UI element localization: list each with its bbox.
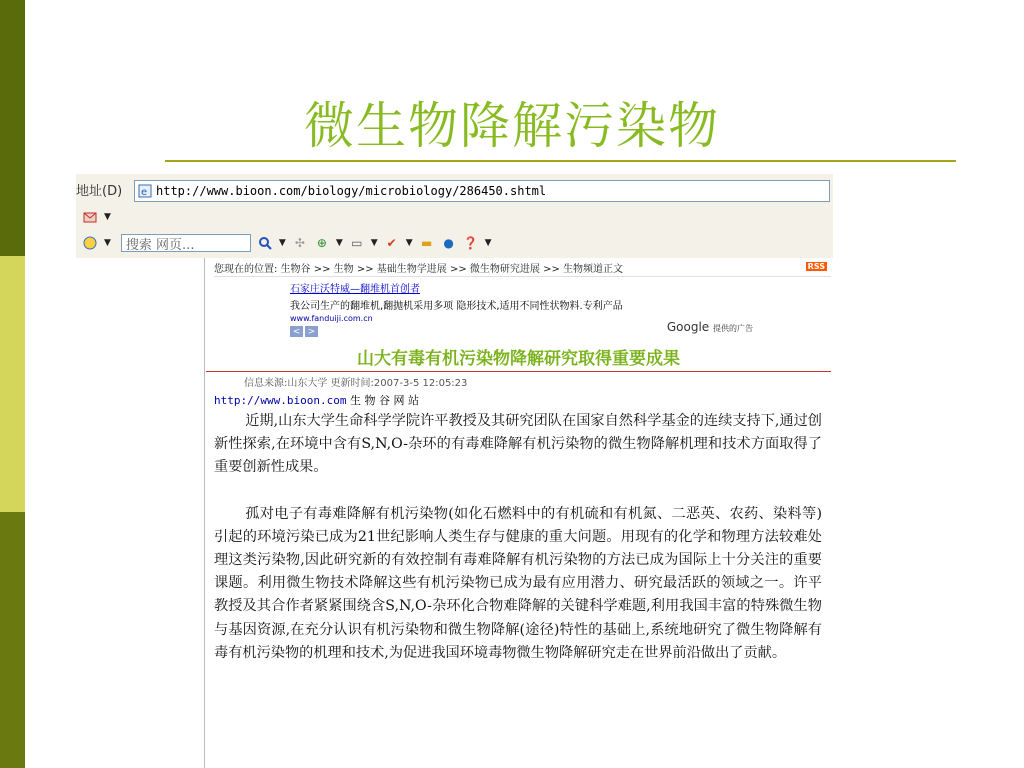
search-placeholder: 搜索 网页... bbox=[125, 237, 195, 253]
folder-icon[interactable]: ▬ bbox=[420, 236, 433, 250]
google-ads-label[interactable] bbox=[667, 320, 753, 334]
chevron-down-icon[interactable]: ▼ bbox=[370, 238, 378, 248]
web-page bbox=[76, 258, 833, 768]
browser-toolbar bbox=[76, 174, 833, 258]
content-border bbox=[204, 258, 205, 768]
shield-icon[interactable]: ● bbox=[443, 236, 454, 250]
address-bar[interactable] bbox=[134, 180, 830, 202]
chevron-down-icon[interactable]: ▼ bbox=[104, 238, 111, 248]
search-icon[interactable] bbox=[257, 235, 273, 251]
article-title: 山大有毒有机污染物降解研究取得重要成果 bbox=[357, 349, 680, 369]
browser-screenshot bbox=[76, 174, 833, 768]
slide-stripe-middle bbox=[0, 256, 25, 512]
check-icon[interactable]: ✔ bbox=[386, 236, 397, 250]
chevron-down-icon[interactable]: ▼ bbox=[484, 238, 492, 248]
mail-icon[interactable] bbox=[82, 209, 98, 225]
title-divider bbox=[165, 160, 956, 162]
search-engine-icon[interactable] bbox=[82, 235, 98, 251]
ad-prev-icon[interactable]: < bbox=[290, 326, 303, 337]
google-logo: Google bbox=[666, 320, 710, 334]
ad-next-icon[interactable]: > bbox=[305, 326, 318, 337]
ie-page-icon bbox=[138, 184, 152, 198]
ad-text: 我公司生产的翻堆机,翻抛机采用多项 隐形技术,适用不同性状物料.专利产品 bbox=[290, 301, 623, 312]
paragraph: 孤对电子有毒难降解有机污染物(如化石燃料中的有机硫和有机氮、二恶英、农药、染料等)引起的环境污染已成为21世纪影响人类生存与健康的重大问题。用现有的化学和物理方法较难处理这类污染物,因此研究新的有效控制有毒难降解有机污染物的方法已成为国际上十分关注的重要课题。利用微生物技术降解这些有机污染物已成为最有应用潜力、研究最活跃的领域之一。许平教授及其合作者紧紧围绕含S,N,O-杂环化合物难降解的关键科学难题,利用我国丰富的特殊微生物与基因资源,在充分认识有机污染物和微生物降解(途径)特性的基础上,系统地研究了微生物降解有毒有机污染物的机理和技术,为促进我国环境毒物微生物降解研究走在世界前沿做出了贡献。 bbox=[214, 505, 822, 661]
slide-title: 微生物降解污染物 bbox=[304, 97, 720, 155]
toolbar-row-3 bbox=[76, 232, 492, 254]
help-icon[interactable]: ❓ bbox=[463, 236, 479, 250]
source-url[interactable]: http://www.bioon.com bbox=[214, 394, 347, 407]
address-label: 地址(D) bbox=[76, 184, 123, 199]
breadcrumb bbox=[214, 260, 831, 277]
article-body bbox=[214, 410, 822, 665]
svg-text:e: e bbox=[141, 187, 148, 198]
paragraph: 近期,山东大学生命科学学院许平教授及其研究团队在国家自然科学基金的连续支持下,通过创新性探索,在环境中含有S,N,O-杂环的有毒难降解有机污染物的微生物降解机理和技术方面取得了重要创新性成果。 bbox=[214, 413, 822, 476]
google-ads-suffix: 提供的广告 bbox=[713, 324, 753, 333]
rss-icon[interactable]: RSS bbox=[807, 262, 825, 271]
chevron-down-icon[interactable]: ▼ bbox=[335, 238, 343, 248]
chevron-down-icon[interactable]: ▼ bbox=[278, 238, 286, 248]
search-input[interactable] bbox=[121, 234, 251, 252]
source-name: 生 物 谷 网 站 bbox=[349, 394, 419, 407]
title-underline bbox=[206, 371, 831, 372]
chevron-down-icon[interactable]: ▼ bbox=[104, 212, 111, 222]
window-icon[interactable]: ▭ bbox=[351, 236, 363, 250]
ad-link[interactable]: 石家庄沃特威—翻堆机首创者 bbox=[290, 284, 420, 295]
highlight-icon[interactable]: ✣ bbox=[294, 236, 305, 250]
breadcrumb-text: 您现在的位置: 生物谷 >> 生物 >> 基础生物学进展 >> 微生物研究进展 >> 生物频道正文 bbox=[214, 264, 624, 275]
add-icon[interactable]: ⊕ bbox=[316, 236, 327, 250]
address-url: http://www.bioon.com/biology/microbiology/286450.shtml bbox=[156, 184, 547, 198]
article-meta: 信息来源:山东大学 更新时间:2007-3-5 12:05:23 bbox=[244, 378, 468, 389]
chevron-down-icon[interactable]: ▼ bbox=[405, 238, 413, 248]
slide-stripe-bottom bbox=[0, 512, 25, 768]
ad-url[interactable]: www.fanduiji.com.cn bbox=[290, 314, 373, 323]
article-source bbox=[214, 392, 419, 408]
toolbar-row-2 bbox=[76, 208, 111, 226]
